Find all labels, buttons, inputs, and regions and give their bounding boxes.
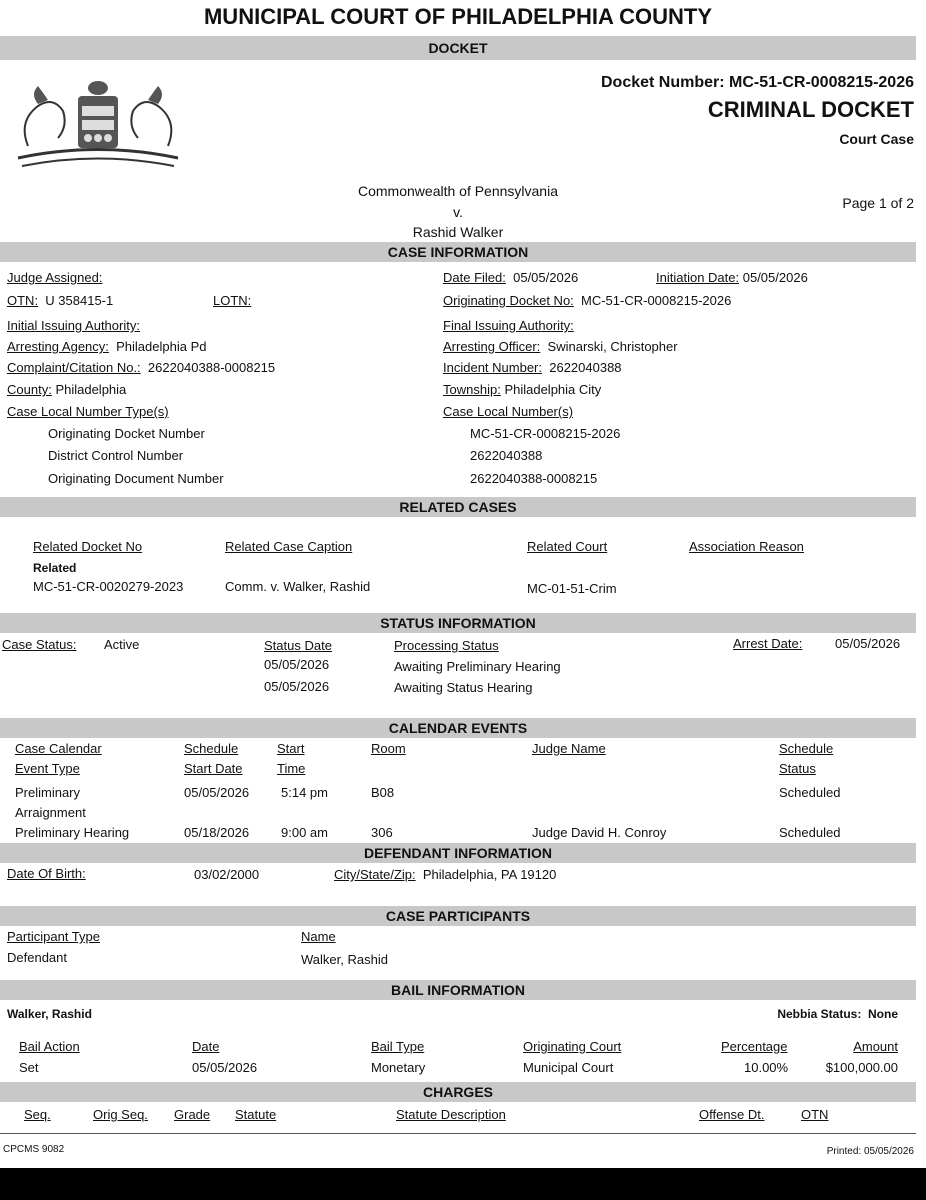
bottom-black-strip [0,1168,926,1200]
event-time: 9:00 am [281,825,328,840]
arrest-date-label: Arrest Date: [733,636,803,651]
case-information-heading: CASE INFORMATION [0,242,916,262]
status-row-date: 05/05/2026 [264,657,330,672]
arresting-agency: Arresting Agency: Philadelphia Pd [7,339,207,354]
docket-bar: DOCKET [0,36,916,60]
bail-type: Monetary [371,1060,426,1075]
judge-label: Judge Assigned: [7,270,103,285]
related-court: MC-01-51-Crim [527,581,617,596]
nebbia-status: Nebbia Status: None [777,1007,898,1021]
col-related-caption: Related Case Caption [225,539,353,554]
col-schedule-start: Schedule [184,741,239,756]
bail-information-heading: BAIL INFORMATION [0,980,916,1000]
col-schedule-status: Schedule [779,741,834,756]
case-status-label: Case Status: [2,637,77,652]
local-number: 2622040388 [470,448,543,463]
final-authority-label: Final Issuing Authority: [443,318,574,333]
case-status: Active [104,637,140,652]
initial-authority-label: Initial Issuing Authority: [7,318,140,333]
bail-percentage: 10.00% [744,1060,789,1075]
col-status-date: Status Date [264,638,332,653]
dob: 03/02/2000 [194,867,260,882]
event-status: Scheduled [779,825,841,840]
event-type: Preliminary [15,785,81,800]
originating-docket: Originating Docket No: MC-51-CR-0008215-2026 [443,293,732,308]
date-filed: Date Filed: 05/05/2026 [443,270,579,285]
col-originating-court: Originating Court [523,1039,622,1054]
bail-originating-court: Municipal Court [523,1060,614,1075]
township: Township: Philadelphia City [443,382,602,397]
col-participant-name: Name [301,929,336,944]
local-number: 2622040388-0008215 [470,471,598,486]
caption-line2: v. [453,204,463,220]
county: County: Philadelphia [7,382,127,397]
event-type: Arraignment [15,805,86,820]
event-date: 05/05/2026 [184,785,250,800]
city-state-zip: City/State/Zip: Philadelphia, PA 19120 [334,867,557,882]
caption-line1: Commonwealth of Pennsylvania [358,183,558,199]
event-type: Preliminary Hearing [15,825,130,840]
event-room: B08 [371,785,395,800]
form-id: CPCMS 9082 [3,1144,65,1155]
pennsylvania-coat-of-arms-icon [8,66,188,176]
col-event-type: Case Calendar [15,741,102,756]
col-bail-action: Bail Action [19,1039,80,1054]
col-related-court: Related Court [527,539,608,554]
col-processing-status: Processing Status [394,638,499,653]
col-statute-description: Statute Description [396,1107,506,1122]
related-docket: MC-51-CR-0020279-2023 [33,579,184,594]
col-bail-date: Date [192,1039,220,1054]
incident-number: Incident Number: 2622040388 [443,360,622,375]
col-statute: Statute [235,1107,277,1122]
case-kind: Court Case [839,131,914,147]
status-information-heading: STATUS INFORMATION [0,613,916,633]
event-judge: Judge David H. Conroy [532,825,667,840]
col-amount: Amount [853,1039,898,1054]
local-type: Originating Document Number [48,471,224,486]
col-offense-date: Offense Dt. [699,1107,765,1122]
related-group-label: Related [33,561,77,575]
otn: OTN: U 358415-1 [7,293,114,308]
calendar-events-heading: CALENDAR EVENTS [0,718,916,738]
docket-type: CRIMINAL DOCKET [707,97,914,122]
arrest-date: 05/05/2026 [835,636,901,651]
related-cases-heading: RELATED CASES [0,497,916,517]
participant-name: Walker, Rashid [301,952,388,967]
col-start-time: Start [277,741,305,756]
local-type: District Control Number [48,448,184,463]
bail-defendant: Walker, Rashid [7,1007,92,1021]
bail-action: Set [19,1060,39,1075]
col-percentage: Percentage [721,1039,788,1054]
col-orig-seq: Orig Seq. [93,1107,148,1122]
complaint-number: Complaint/Citation No.: 2622040388-0008215 [7,360,276,375]
col-schedule-status: Status [779,761,816,776]
bail-amount: $100,000.00 [825,1060,898,1075]
charges-heading: CHARGES [0,1082,916,1102]
local-number: MC-51-CR-0008215-2026 [470,426,621,441]
event-room: 306 [371,825,393,840]
event-status: Scheduled [779,785,841,800]
status-row-status: Awaiting Status Hearing [394,680,533,695]
local-number-label: Case Local Number(s) [443,404,574,419]
printed-date: Printed: 05/05/2026 [826,1146,914,1157]
dob-label: Date Of Birth: [7,866,86,881]
col-seq: Seq. [24,1107,51,1122]
col-event-type: Event Type [15,761,80,776]
caption-line3: Rashid Walker [412,224,504,240]
case-participants-heading: CASE PARTICIPANTS [0,906,916,926]
col-start-time: Time [277,761,306,776]
col-related-docket: Related Docket No [33,539,143,554]
col-judge-name: Judge Name [532,741,606,756]
local-type-label: Case Local Number Type(s) [7,404,169,419]
event-date: 05/18/2026 [184,825,250,840]
col-room: Room [371,741,406,756]
status-row-status: Awaiting Preliminary Hearing [394,659,561,674]
col-otn: OTN [801,1107,829,1122]
participant-type: Defendant [7,950,67,965]
bail-date: 05/05/2026 [192,1060,258,1075]
local-type: Originating Docket Number [48,426,205,441]
status-row-date: 05/05/2026 [264,679,330,694]
footer-divider [0,1133,916,1134]
col-grade: Grade [174,1107,211,1122]
related-caption: Comm. v. Walker, Rashid [225,579,371,594]
col-participant-type: Participant Type [7,929,100,944]
defendant-information-heading: DEFENDANT INFORMATION [0,843,916,863]
court-title: MUNICIPAL COURT OF PHILADELPHIA COUNTY [203,4,713,29]
page-indicator: Page 1 of 2 [842,195,914,211]
docket-number: Docket Number: MC-51-CR-0008215-2026 [600,74,914,91]
col-bail-type: Bail Type [371,1039,425,1054]
initiation-date: Initiation Date: 05/05/2026 [656,270,808,285]
arresting-officer: Arresting Officer: Swinarski, Christopher [443,339,678,354]
col-schedule-start: Start Date [184,761,243,776]
col-association-reason: Association Reason [689,539,804,554]
lotn-label: LOTN: [213,293,252,308]
event-time: 5:14 pm [281,785,328,800]
